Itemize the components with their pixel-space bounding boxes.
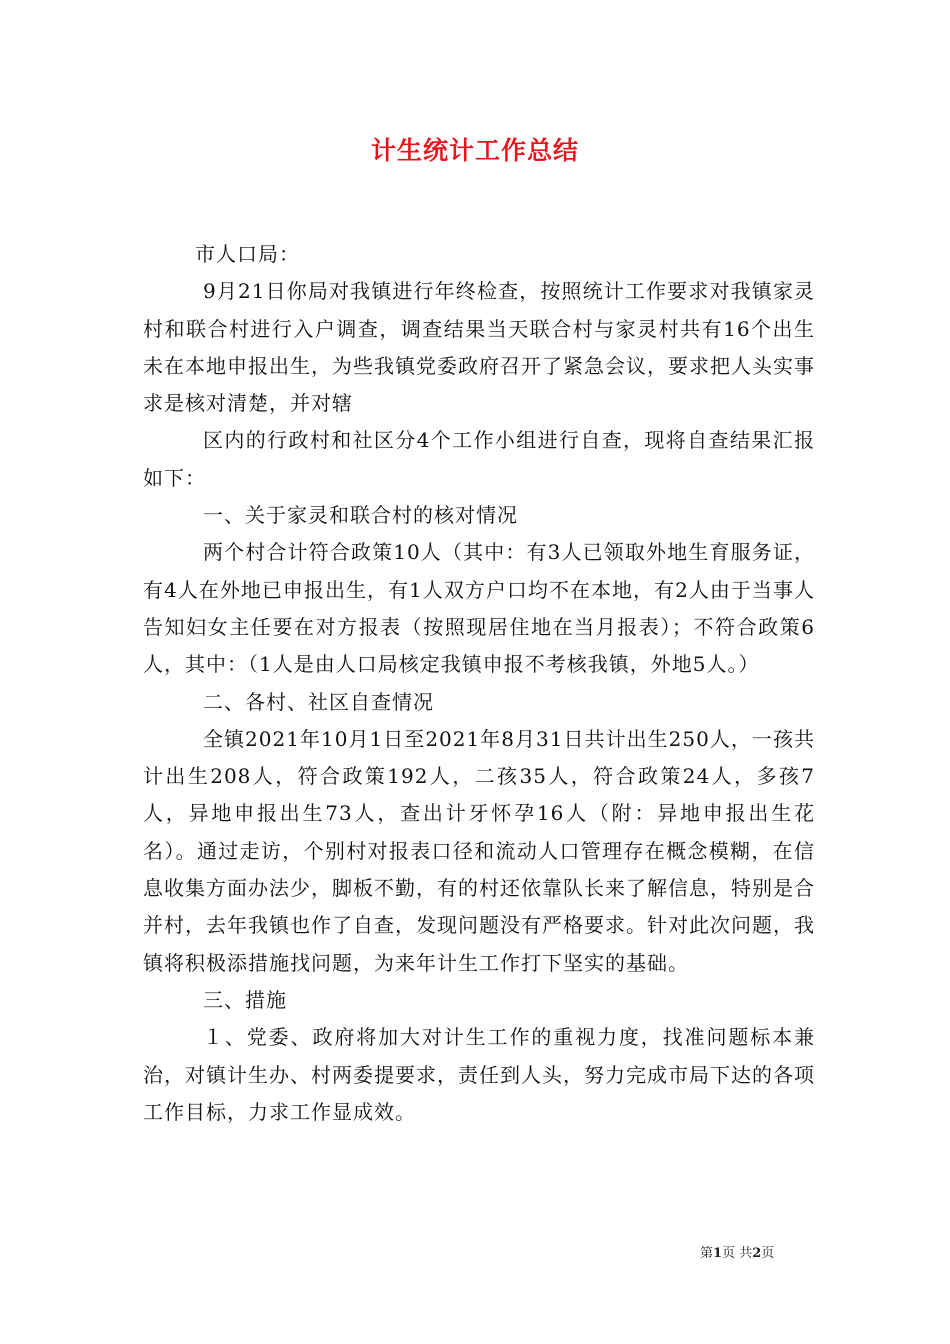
document-title: 计生统计工作总结: [370, 136, 579, 165]
total-pages-number: 2: [752, 1246, 762, 1261]
paragraph: 区内的行政村和社区分4个工作小组进行自查，现将自查结果汇报如下：: [143, 428, 815, 490]
footer-prefix: 第: [700, 1246, 714, 1261]
section-heading: 二、各村、社区自查情况: [203, 689, 434, 714]
paragraph: 两个村合计符合政策10人（其中：有3人已领取外地生育服务证，有4人在外地已申报出生，有1人双方户口均不在本地，有2人由于当事人告知妇女主任要在对方报表（按照现居住地在当月报表）；不符合政策6人，其中：（1人是由人口局核定我镇申报不考核我镇，外地5人。）: [143, 540, 815, 677]
paragraph: 9月21日你局对我镇进行年终检查，按照统计工作要求对我镇家灵村和联合村进行入户调查，调查结果当天联合村与家灵村共有16个出生未在本地申报出生，为些我镇党委政府召开了紧急会议，要求把人头实事求是核对清楚，并对辖: [143, 279, 815, 416]
section-heading: 一、关于家灵和联合村的核对情况: [203, 503, 518, 528]
section-heading: 三、措施: [203, 987, 287, 1012]
paragraph: 全镇2021年10月1日至2021年8月31日共计出生250人，一孩共计出生208人，符合政策192人，二孩35人，符合政策24人，多孩7人，异地申报出生73人，查出计牙怀孕16人（附：异地申报出生花名）。通过走访，个别村对报表口径和流动人口管理存在概念模糊，在信息收集方面办法少，脚板不勤，有的村还依靠队长来了解信息，特别是合并村，去年我镇也作了自查，发现问题没有严格要求。针对此次问题，我镇将积极添措施找问题，为来年计生工作打下坚实的基础。: [143, 726, 815, 975]
footer-middle: 页 共: [722, 1246, 753, 1261]
current-page-number: 1: [713, 1246, 723, 1261]
page-number-footer: [700, 1244, 820, 1264]
salutation: 市人口局：: [195, 242, 300, 266]
footer-suffix: 页: [761, 1246, 775, 1261]
paragraph: １、党委、政府将加大对计生工作的重视力度，找准问题标本兼治，对镇计生办、村两委提要求，责任到人头，努力完成市局下达的各项工作目标，力求工作显成效。: [143, 1025, 815, 1124]
document-body: [143, 236, 815, 1131]
